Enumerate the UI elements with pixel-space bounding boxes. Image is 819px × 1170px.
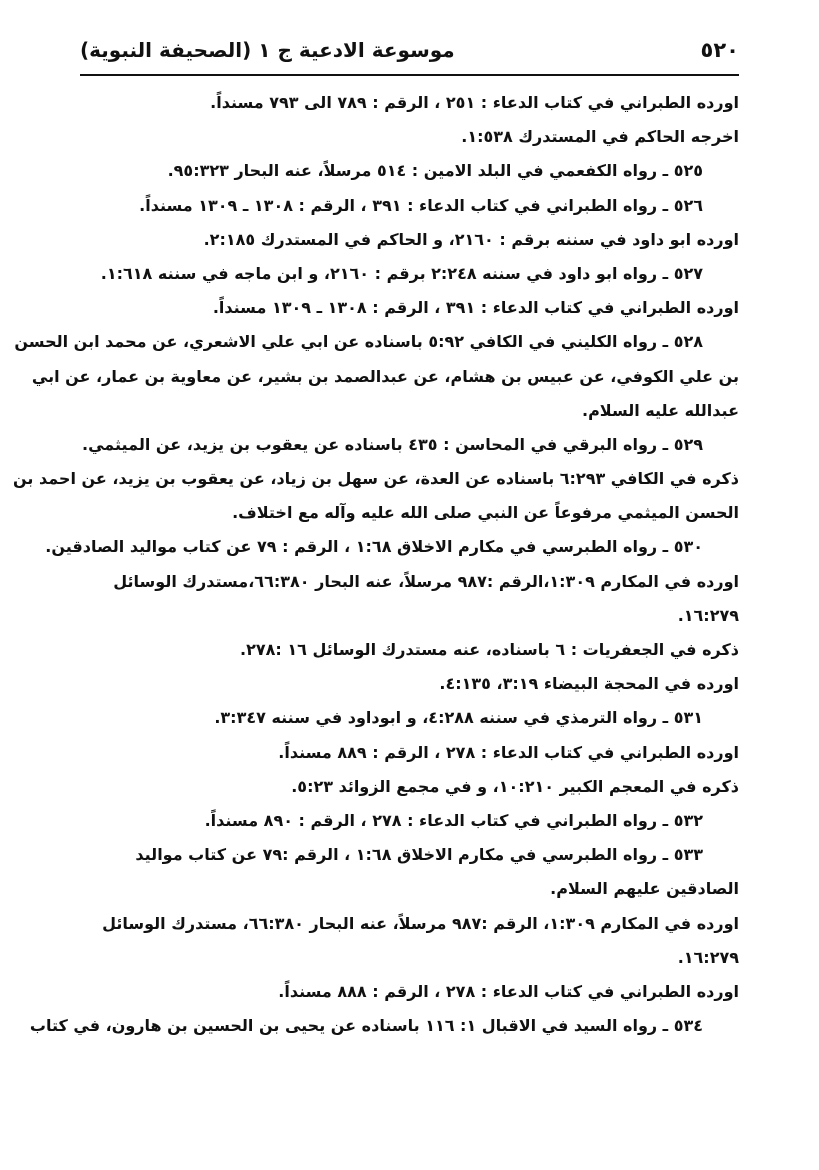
header-rule (80, 74, 739, 76)
text-line: ذكره في المعجم الكبير ١٠:٢١٠، و في مجمع الزوائد ٥:٢٣. (291, 776, 739, 796)
page-number: ٥٢٠ (700, 38, 739, 62)
text-line: عبدالله عليه السلام. (582, 400, 739, 420)
text-line: ٥٢٥ ـ رواه الكفعمي في البلد الامين : ٥١٤ مرسلاً، عنه البحار ٩٥:٣٢٣. (167, 161, 703, 181)
text-line: ١٦:٢٧٩. (677, 947, 739, 967)
footnotes-body (12, 86, 739, 1043)
text-line: اخرجه الحاكم في المستدرك ١:٥٣٨. (461, 127, 739, 147)
text-line: اورده الطبراني في كتاب الدعاء : ٢٧٨ ، الرقم : ٨٨٨ مسنداً. (278, 981, 739, 1001)
text-line: ٥٢٦ ـ رواه الطبراني في كتاب الدعاء : ٣٩١ ، الرقم : ١٣٠٨ ـ ١٣٠٩ مسنداً. (139, 195, 703, 215)
text-line: ٥٣١ ـ رواه الترمذي في سننه ٤:٢٨٨، و ابوداود في سننه ٣:٣٤٧. (214, 708, 703, 728)
text-line: ٥٢٨ ـ رواه الكليني في الكافي ٥:٩٢ باسناده عن ابي علي الاشعري، عن محمد ابن الحسن (14, 332, 703, 352)
text-line: ٥٢٧ ـ رواه ابو داود في سننه ٢:٢٤٨ برقم : ٢١٦٠، و ابن ماجه في سننه ١:٦١٨. (100, 263, 703, 283)
text-line: الصادقين عليهم السلام. (550, 879, 739, 899)
text-line: اورده في المكارم ١:٣٠٩، الرقم :٩٨٧ مرسلاً، عنه البحار ٦٦:٣٨٠، مستدرك الوسائل (102, 913, 739, 933)
text-line: ٥٣٠ ـ رواه الطبرسي في مكارم الاخلاق ١:٦٨ ، الرقم : ٧٩ عن كتاب مواليد الصادقين. (45, 537, 703, 557)
text-line: اورده الطبراني في كتاب الدعاء : ٣٩١ ، الرقم : ١٣٠٨ ـ ١٣٠٩ مسنداً. (212, 298, 739, 318)
text-line: اورده في المحجة البيضاء ٣:١٩، ٤:١٣٥. (439, 674, 739, 694)
text-line: ٥٣٢ ـ رواه الطبراني في كتاب الدعاء : ٢٧٨ ، الرقم : ٨٩٠ مسنداً. (204, 810, 703, 830)
text-line: ٥٣٣ ـ رواه الطبرسي في مكارم الاخلاق ١:٦٨ ، الرقم :٧٩ عن كتاب مواليد (135, 845, 703, 865)
text-line: ذكره في الجعفريات : ٦ باسناده، عنه مستدرك الوسائل ١٦ :٢٧٨. (240, 640, 739, 659)
text-line: ذكره في الكافي ٦:٢٩٣ باسناده عن العدة، عن سهل بن زياد، عن يعقوب بن يزيد، عن احمد بن (12, 469, 739, 489)
text-line: ٥٢٩ ـ رواه البرقي في المحاسن : ٤٣٥ باسناده عن يعقوب بن يزيد، عن الميثمي. (82, 434, 703, 454)
text-line: اورده الطبراني في كتاب الدعاء : ٢٥١ ، الرقم : ٧٨٩ الى ٧٩٣ مسنداً. (210, 93, 739, 112)
text-line: الحسن الميثمي مرفوعاً عن النبي صلى الله عليه وآله مع اختلاف. (232, 503, 739, 523)
text-line: اورده ابو داود في سننه برقم : ٢١٦٠، و الحاكم في المستدرك ٢:١٨٥. (203, 229, 739, 249)
text-line: اورده الطبراني في كتاب الدعاء : ٢٧٨ ، الرقم : ٨٨٩ مسنداً. (278, 742, 739, 762)
text-line: بن علي الكوفي، عن عبيس بن هشام، عن عبدالصمد بن بشير، عن معاوية بن عمار، عن ابي (31, 366, 739, 386)
page-header (80, 30, 739, 70)
text-line: ٥٣٤ ـ رواه السيد في الاقبال ١: ١١٦ باسناده عن يحيى بن الحسين بن هارون، في كتاب (29, 1016, 703, 1036)
text-line: اورده في المكارم ١:٣٠٩،الرقم :٩٨٧ مرسلاً، عنه البحار ٦٦:٣٨٠،مستدرك الوسائل (113, 571, 739, 591)
running-title: موسوعة الادعية ج ١ (الصحيفة النبوية) (80, 38, 455, 62)
text-line: ١٦:٢٧٩. (677, 605, 739, 625)
